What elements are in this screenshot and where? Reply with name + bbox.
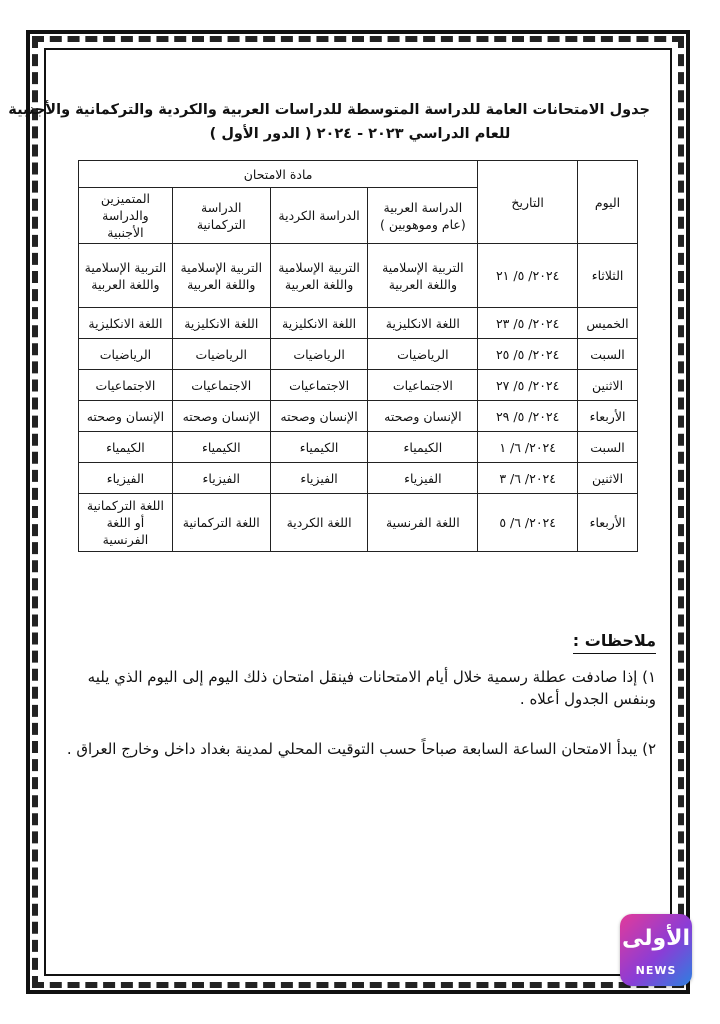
cell-day: الاثنين (578, 370, 638, 401)
cell-day: الأربعاء (578, 494, 638, 552)
title-line-2: للعام الدراسي ٢٠٢٣ - ٢٠٢٤ ( الدور الأول ) (209, 126, 511, 142)
cell-date: ٢٠٢٤/ ٥/ ٢٥ (478, 339, 578, 370)
cell-subject: الرياضيات (172, 339, 270, 370)
cell-subject: الفيزياء (270, 463, 368, 494)
cell-subject: الاجتماعيات (172, 370, 270, 401)
cell-date: ٢٠٢٤/ ٥/ ٢٩ (478, 401, 578, 432)
header-subject-group: مادة الامتحان (79, 161, 478, 188)
cell-subject: اللغة الفرنسية (368, 494, 478, 552)
document-title (8, 98, 650, 146)
cell-subject: التربية الإسلامية واللغة العربية (172, 244, 270, 308)
cell-subject: الفيزياء (368, 463, 478, 494)
cell-subject: الرياضيات (270, 339, 368, 370)
cell-day: السبت (578, 339, 638, 370)
cell-subject: الاجتماعيات (270, 370, 368, 401)
header-turkmen-study: الدراسة التركمانية (172, 188, 270, 244)
cell-subject: الكيمياء (172, 432, 270, 463)
cell-subject: اللغة التركمانية أو اللغة الفرنسية (79, 494, 173, 552)
header-arabic-study: الدراسة العربية (عام وموهوبين ) (368, 188, 478, 244)
cell-subject: الرياضيات (79, 339, 173, 370)
cell-subject: التربية الإسلامية واللغة العربية (79, 244, 173, 308)
notes-section (60, 630, 656, 788)
cell-subject: الإنسان وصحته (172, 401, 270, 432)
cell-subject: التربية الإسلامية واللغة العربية (368, 244, 478, 308)
cell-subject: الرياضيات (368, 339, 478, 370)
header-distinguished-foreign-study: المتميزين والدراسة الأجنبية (79, 188, 173, 244)
exam-schedule-table (78, 160, 638, 552)
cell-subject: اللغة التركمانية (172, 494, 270, 552)
cell-date: ٢٠٢٤/ ٥/ ٢٧ (478, 370, 578, 401)
header-date: التاريخ (478, 161, 578, 244)
cell-subject: الكيمياء (270, 432, 368, 463)
cell-date: ٢٠٢٤/ ٦/ ٥ (478, 494, 578, 552)
cell-subject: الاجتماعيات (79, 370, 173, 401)
cell-day: السبت (578, 432, 638, 463)
news-logo (620, 914, 692, 986)
cell-day: الاثنين (578, 463, 638, 494)
cell-subject: اللغة الانكليزية (172, 308, 270, 339)
cell-subject: الفيزياء (79, 463, 173, 494)
cell-date: ٢٠٢٤/ ٥/ ٢١ (478, 244, 578, 308)
cell-subject: اللغة الانكليزية (270, 308, 368, 339)
table-row (79, 432, 638, 463)
cell-subject: الكيمياء (79, 432, 173, 463)
table-row (79, 463, 638, 494)
cell-subject: الإنسان وصحته (368, 401, 478, 432)
cell-subject: الاجتماعيات (368, 370, 478, 401)
table-row (79, 370, 638, 401)
cell-subject: اللغة الانكليزية (79, 308, 173, 339)
title-line-1: جدول الامتحانات العامة للدراسة المتوسطة للدراسات العربية والكردية والتركمانية والأجنبية (8, 102, 650, 118)
header-kurdish-study: الدراسة الكردية (270, 188, 368, 244)
cell-date: ٢٠٢٤/ ٥/ ٢٣ (478, 308, 578, 339)
cell-subject: الإنسان وصحته (79, 401, 173, 432)
table-row (79, 494, 638, 552)
cell-subject: التربية الإسلامية واللغة العربية (270, 244, 368, 308)
logo-arabic-text: الأولى (621, 926, 691, 951)
table-row (79, 339, 638, 370)
cell-subject: اللغة الكردية (270, 494, 368, 552)
note-item: ١) إذا صادفت عطلة رسمية خلال أيام الامتحانات فينقل امتحان ذلك اليوم إلى اليوم الذي يليه وبنفس الجدول أعلاه . (87, 668, 656, 708)
cell-day: الخميس (578, 308, 638, 339)
cell-date: ٢٠٢٤/ ٦/ ١ (478, 432, 578, 463)
cell-subject: الفيزياء (172, 463, 270, 494)
table-row (79, 244, 638, 308)
notes-title: ملاحظات : (573, 630, 656, 654)
cell-subject: اللغة الانكليزية (368, 308, 478, 339)
cell-date: ٢٠٢٤/ ٦/ ٣ (478, 463, 578, 494)
cell-subject: الكيمياء (368, 432, 478, 463)
table-row (79, 308, 638, 339)
cell-subject: الإنسان وصحته (270, 401, 368, 432)
table-row (79, 401, 638, 432)
note-item: ٢) يبدأ الامتحان الساعة السابعة صباحاً حسب التوقيت المحلي لمدينة بغداد داخل وخارج العراق . (66, 740, 656, 758)
cell-day: الأربعاء (578, 401, 638, 432)
logo-news-text: NEWS (635, 964, 677, 977)
header-day: اليوم (578, 161, 638, 244)
cell-day: الثلاثاء (578, 244, 638, 308)
